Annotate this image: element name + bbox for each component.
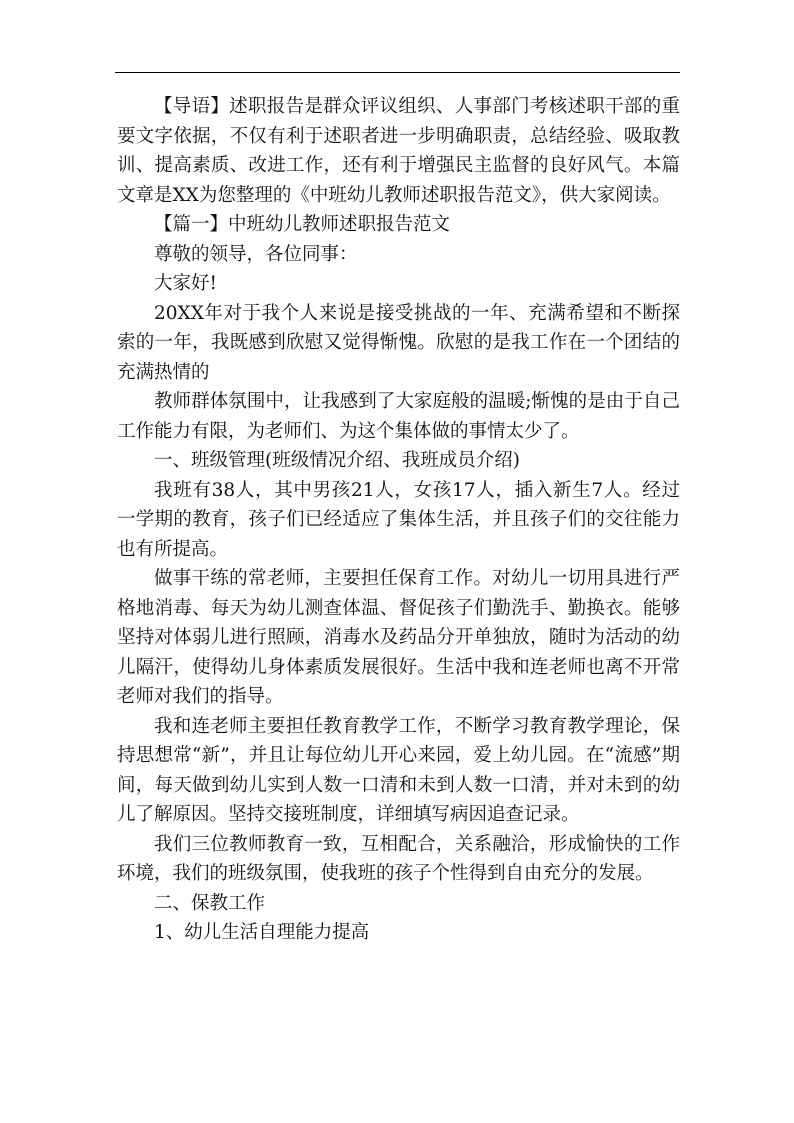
subsection-heading: 1、幼儿生活自理能力提高	[154, 922, 370, 943]
salutation: 尊敬的领导，各位同事：	[154, 243, 358, 265]
body-paragraph: 我们三位教师教育一致，互相配合，关系融洽，形成愉快的工作环境，我们的班级氛围，使我班的孩子个性得到自由充分的发展。	[117, 833, 680, 884]
body-paragraph: 我和连老师主要担任教育教学工作，不断学习教育教学理论，保持思想常“新”，并且让每位幼儿开心来园，爱上幼儿园。在“流感”期间，每天做到幼儿实到人数一口清和未到人数一口清，并对未到的幼儿了解原因。坚持交接班制度，详细填写病因追查记录。	[117, 715, 680, 825]
greeting: 大家好!	[154, 273, 217, 294]
section-heading: 一、班级管理(班级情况介绍、我班成员介绍)	[154, 450, 520, 471]
header-rule	[115, 72, 680, 73]
body-paragraph: 20XX年对于我个人来说是接受挑战的一年、充满希望和不断探索的一年，我既感到欣慰又觉得惭愧。欣慰的是我工作在一个团结的充满热情的	[117, 302, 680, 383]
section-heading: 二、保教工作	[154, 892, 266, 914]
body-paragraph: 做事干练的常老师，主要担任保育工作。对幼儿一切用具进行严格地消毒、每天为幼儿测查体温、督促孩子们勤洗手、勤换衣。能够坚持对体弱儿进行照顾，消毒水及药品分开单独放，随时为活动的幼儿隔汗，使得幼儿身体素质发展很好。生活中我和连老师也离不开常老师对我们的指导。	[117, 568, 680, 707]
document-body	[117, 92, 680, 948]
body-paragraph: 教师群体氛围中，让我感到了大家庭般的温暖;惭愧的是由于自己工作能力有限，为老师们、为这个集体做的事情太少了。	[117, 391, 680, 442]
body-paragraph: 我班有38人，其中男孩21人，女孩17人，插入新生7人。经过一学期的教育，孩子们已经适应了集体生活，并且孩子们的交往能力也有所提高。	[117, 479, 680, 560]
section-title: 【篇一】中班幼儿教师述职报告范文	[154, 214, 451, 235]
intro-paragraph: 【导语】述职报告是群众评议组织、人事部门考核述职干部的重要文字依据，不仅有利于述职者进一步明确职责，总结经验、吸取教训、提高素质、改进工作，还有利于增强民主监督的良好风气。本篇文章是XX为您整理的《中班幼儿教师述职报告范文》，供大家阅读。	[117, 96, 680, 206]
